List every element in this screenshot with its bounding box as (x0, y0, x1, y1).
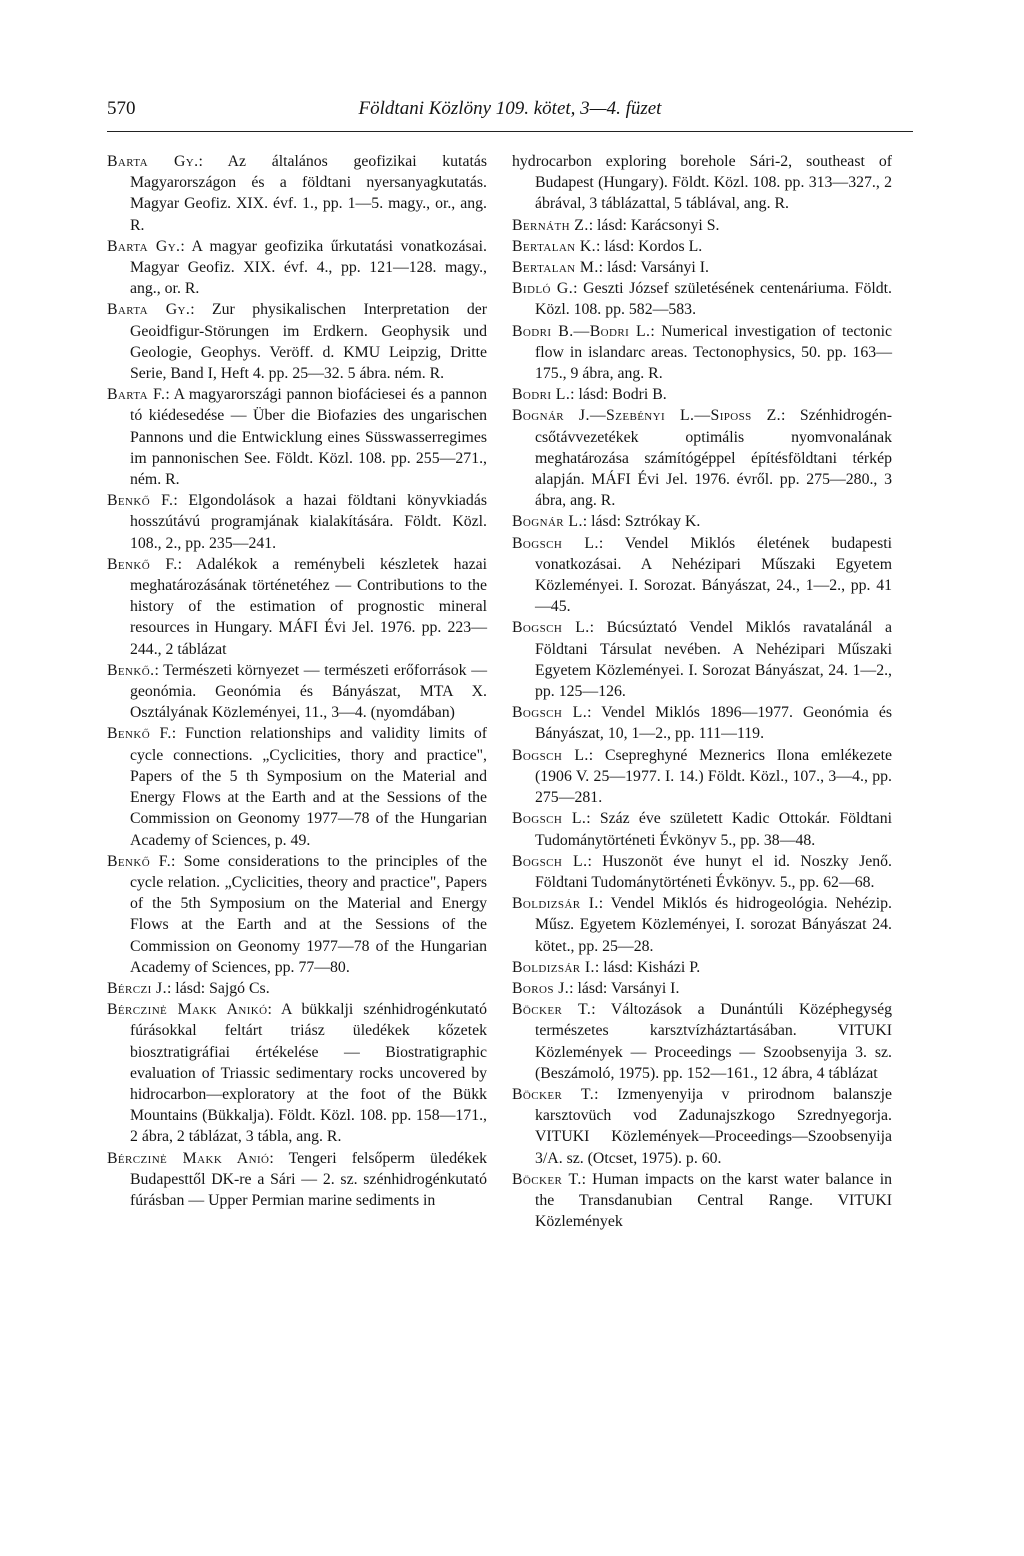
entry-author: Bertalan M. (512, 259, 599, 277)
entry-text: : A magyarországi pannon biofáciesei és a pannon tó kiédesedése — Über die Biofazies des ungarischen Pannons und die Entwicklung eines Süsswasserregimes im pannonischen See. Földt. Közl. 108. pp. 255—271., ném. R. (130, 386, 487, 489)
bibliography-entry (107, 236, 487, 300)
page-header (107, 98, 913, 130)
entry-text: : Numerical investigation of tectonic flow in islandarc areas. Tectonophysics, 50. pp. 163—175., 9 ábra, ang. R. (535, 322, 892, 383)
bibliography-entry (512, 893, 892, 957)
entry-author: Bernáth Z. (512, 216, 589, 234)
bibliography-entry (107, 723, 487, 850)
entry-author: Barta Gy. (107, 237, 181, 255)
entry-author: Bérczinė Makk Anió (107, 1149, 270, 1167)
entry-author: Barta Gy. (107, 153, 199, 170)
bibliography-entry (512, 745, 892, 809)
bibliography-entry (107, 554, 487, 660)
bibliography-entry (512, 1169, 892, 1233)
bibliography-entry (512, 215, 892, 236)
bibliography-entry (107, 660, 487, 724)
bibliography-entry (107, 999, 487, 1147)
bibliography-entry (512, 1084, 892, 1169)
entry-text: hydrocarbon exploring borehole Sári-2, southeast of Budapest (Hungary). Földt. Közl. 108. pp. 313—327., 2 ábrával, 3 táblázattal, 5 táblával, ang. R. (512, 153, 892, 213)
entry-author: Bogsch L. (512, 746, 589, 764)
header-rule (107, 131, 913, 132)
entry-author: Boldizsár I. (512, 958, 595, 976)
entry-author: Bogsch L. (512, 534, 599, 552)
entry-author: Bogsch L. (512, 810, 587, 828)
bibliography-entry (512, 384, 892, 405)
entry-text: : Szénhidrogén-csőtávvezetékek optimális nyomvonalának meghatározása számítógéppel építésföldtani térkép alapján. MÁFI Évi Jel. 1976. évről. pp. 275—280., 3 ábra, ang. R. (535, 407, 892, 510)
bibliography-entry (512, 808, 892, 850)
entry-text: : Huszonöt éve hunyt el id. Noszky Jenő. Földtani Tudománytörténeti Évkönyv. 5., pp. 62—68. (535, 852, 892, 891)
bibliography-entry (107, 151, 487, 236)
entry-author: Bérczinė Makk Anikó (107, 1001, 268, 1019)
entry-text: : Vendel Miklós életének budapesti vonatkozásai. A Nehézipari Műszaki Egyetem Közleményei. I. Sorozat. Bányászat, 24., 1—2., pp. 41—45. (535, 534, 892, 616)
entry-author: Barta F. (107, 386, 166, 404)
entry-author: Bognár J.—Szebényi L.—Siposs Z. (512, 407, 781, 425)
bibliography-entry (107, 384, 487, 490)
entry-author: Bertalan K. (512, 237, 597, 255)
bibliography-entry (512, 533, 892, 618)
entry-text: : Some considerations to the principles of the cycle relation. „Cyclicities, theory and practice", Papers of the 5th Symposium on the Material and Energy Flows at the Earth and at the Sessions of the Commission on Geonomy 1977—78 of the Hungarian Academy of Sciences, pp. 77—80. (130, 852, 487, 976)
entry-text: : Csepreghyné Meznerics Ilona emlékezete (1906 V. 25—1977. I. 14.) Földt. Közl., 107., 3—4., pp. 275—281. (535, 746, 892, 807)
entry-text: : Izmenyenyija v prirodnom balanszje karsztovüch vod Zadunajszkogo Szrednyegorja. VITUKI Közlemények—Proceedings—Szoobsenyija 3/A. sz. (Otcset, 1975). p. 60. (535, 1085, 892, 1167)
entry-author: Böcker T. (512, 1001, 592, 1019)
entry-author: Bodri B.—Bodri L. (512, 322, 651, 340)
page-number: 570 (107, 98, 136, 119)
entry-text: : Zur physikalischen Interpretation der Geoidfigur-Störungen im Erdkern. Geophysik und Geologie, Geophys. Veröff. d. KMU Leipzig, Dritte Serie, Band I, Heft 4. pp. 25—32. 5 ábra. ném. R. (130, 301, 487, 383)
bibliography-entry (512, 702, 892, 744)
entry-author: Bérczi J. (107, 979, 167, 997)
entry-text: : A magyar geofizika űrkutatási vonatkozásai. Magyar Geofiz. XIX. évf. 4., pp. 121—128. magy., ang., or. R. (130, 237, 487, 298)
bibliography-entry (512, 999, 892, 1084)
entry-text: : Természeti környezet — természeti erőforrások — geonómia. Geonómia és Bányászat, MTA X. Osztályának Közleményei, 11., 3—4. (nyomdában) (130, 661, 487, 722)
entry-text: : Vendel Miklós és hidrogeológia. Nehézip. Műsz. Egyetem Közleményei, I. sorozat Bányászat 24. kötet., pp. 25—28. (535, 895, 892, 955)
entry-text: : lásd: Sajgó Cs. (166, 979, 270, 997)
bibliography-entry (107, 978, 487, 999)
entry-text: : Vendel Miklós 1896—1977. Geonómia és Bányászat, 10, 1—2., pp. 111—119. (535, 704, 892, 743)
entry-author: Bogsch L. (512, 619, 590, 637)
bibliography-entry (512, 957, 892, 978)
bibliography-entry (107, 1148, 487, 1212)
bibliography-entry (107, 851, 487, 978)
entry-text: : Human impacts on the karst water balance in the Transdanubian Central Range. VITUKI Közlemények (535, 1170, 892, 1231)
entry-author: Benkő F. (107, 725, 172, 743)
bibliography-entry (512, 405, 892, 511)
entry-text: : lásd: Bodri B. (570, 386, 667, 404)
entry-author: Bogsch L. (512, 704, 588, 722)
entry-author: Böcker T. (512, 1085, 595, 1103)
bibliography-entry (512, 978, 892, 999)
bibliography-entry (512, 851, 892, 893)
right-column (512, 151, 892, 1232)
entry-text: : lásd: Kordos L. (596, 237, 703, 255)
entry-text: : Function relationships and validity limits of cycle connections. „Cyclicities, thory and practice", Papers of the 5 th Symposium on the Material and Energy Flows at the Earth and at the Sessions of the Commission on Geonomy 1977—78 of the Hungarian Academy of Sciences, p. 49. (130, 725, 487, 849)
entry-author: Barta Gy. (107, 301, 191, 319)
entry-text: : lásd: Sztrókay K. (582, 513, 701, 531)
entry-author: Bogsch L. (512, 852, 588, 870)
entry-author: Benkő F. (107, 555, 178, 573)
bibliography-entry (107, 299, 487, 384)
entry-author: Benkő. (107, 661, 155, 679)
entry-text: : Az általános geofizikai kutatás Magyarországon és a földtani nyersanyagkutatás. Magyar Geofiz. XIX. évf. 1., pp. 1—5. magy., or., ang. R. (130, 153, 488, 234)
entry-text: : lásd: Karácsonyi S. (588, 216, 720, 234)
entry-author: Böcker T. (512, 1170, 582, 1188)
bibliography-entry (512, 617, 892, 702)
entry-text: : Száz éve született Kadic Ottokár. Földtani Tudománytörténeti Évkönyv 5., pp. 38—48. (535, 810, 892, 849)
entry-author: Bidló G. (512, 280, 574, 298)
entry-author: Bognár L. (512, 513, 583, 531)
bibliography-entry (512, 511, 892, 532)
entry-author: Bodri L. (512, 386, 571, 404)
bibliography-entry (512, 151, 892, 215)
entry-text: : Búcsúztató Vendel Miklós ravatalánál a Földtani Társulat nevében. A Nehézipari Műszaki Egyetem Közleményei. I. Sorozat Bányászat, 24. 1—2., pp. 125—126. (535, 619, 892, 701)
entry-text: : lásd: Varsányi I. (598, 259, 709, 277)
entry-text: : Változások a Dunántúli Középhegység természetes karsztvízháztartásában. VITUKI Közlemények — Proceedings — Szoobsenyija 3. sz. (Beszámoló, 1975). pp. 152—161., 12 ábra, 4 táblázat (535, 1001, 892, 1082)
entry-text: : Elgondolások a hazai földtani könyvkiadás hosszútávú programjának kialakítására. Földt. Közl. 108., 2., pp. 235—241. (130, 492, 487, 552)
bibliography-entry (512, 236, 892, 257)
entry-author: Boros J. (512, 979, 570, 997)
entry-text: : Adalékok a reménybeli készletek hazai meghatározásának történetéhez — Contributions to the history of the estimation of prognostic mineral resources in Hungary. MÁFI Évi Jel. 1976. pp. 223—244., 2 táblázat (130, 555, 487, 658)
entry-text: : Geszti József születésének centenáriuma. Földt. Közl. 108. pp. 582—583. (535, 280, 892, 319)
left-column (107, 151, 487, 1211)
bibliography-entry (107, 490, 487, 554)
entry-author: Benkő F. (107, 492, 174, 510)
bibliography-entry (512, 321, 892, 385)
entry-text: : lásd: Varsányi I. (569, 979, 680, 997)
entry-author: Benkő F. (107, 852, 172, 870)
entry-text: : Tengeri felsőperm üledékek Budapesttől DK-re a Sári — 2. sz. szénhidrogénkutató fúrásban — Upper Permian marine sediments in (130, 1149, 487, 1209)
bibliography-entry (512, 278, 892, 320)
entry-author: Boldizsár I. (512, 895, 599, 913)
entry-text: : A bükkalji szénhidrogénkutató fúrásokkal feltárt triász üledékek kőzetek biosztratigráfiai értékelése — Biostratigraphic evaluation of Triassic sedimentary rocks uncovered by hidrocarbon—exploratory at the foot of the Bükk Mountains (Bükkalja). Földt. Közl. 108. pp. 158—171., 2 ábra, 2 táblázat, 3 tábla, ang. R. (130, 1001, 487, 1146)
bibliography-entry (512, 257, 892, 278)
running-head: Földtani Közlöny 109. kötet, 3—4. füzet (358, 98, 662, 119)
entry-text: : lásd: Kisházi P. (594, 958, 701, 976)
